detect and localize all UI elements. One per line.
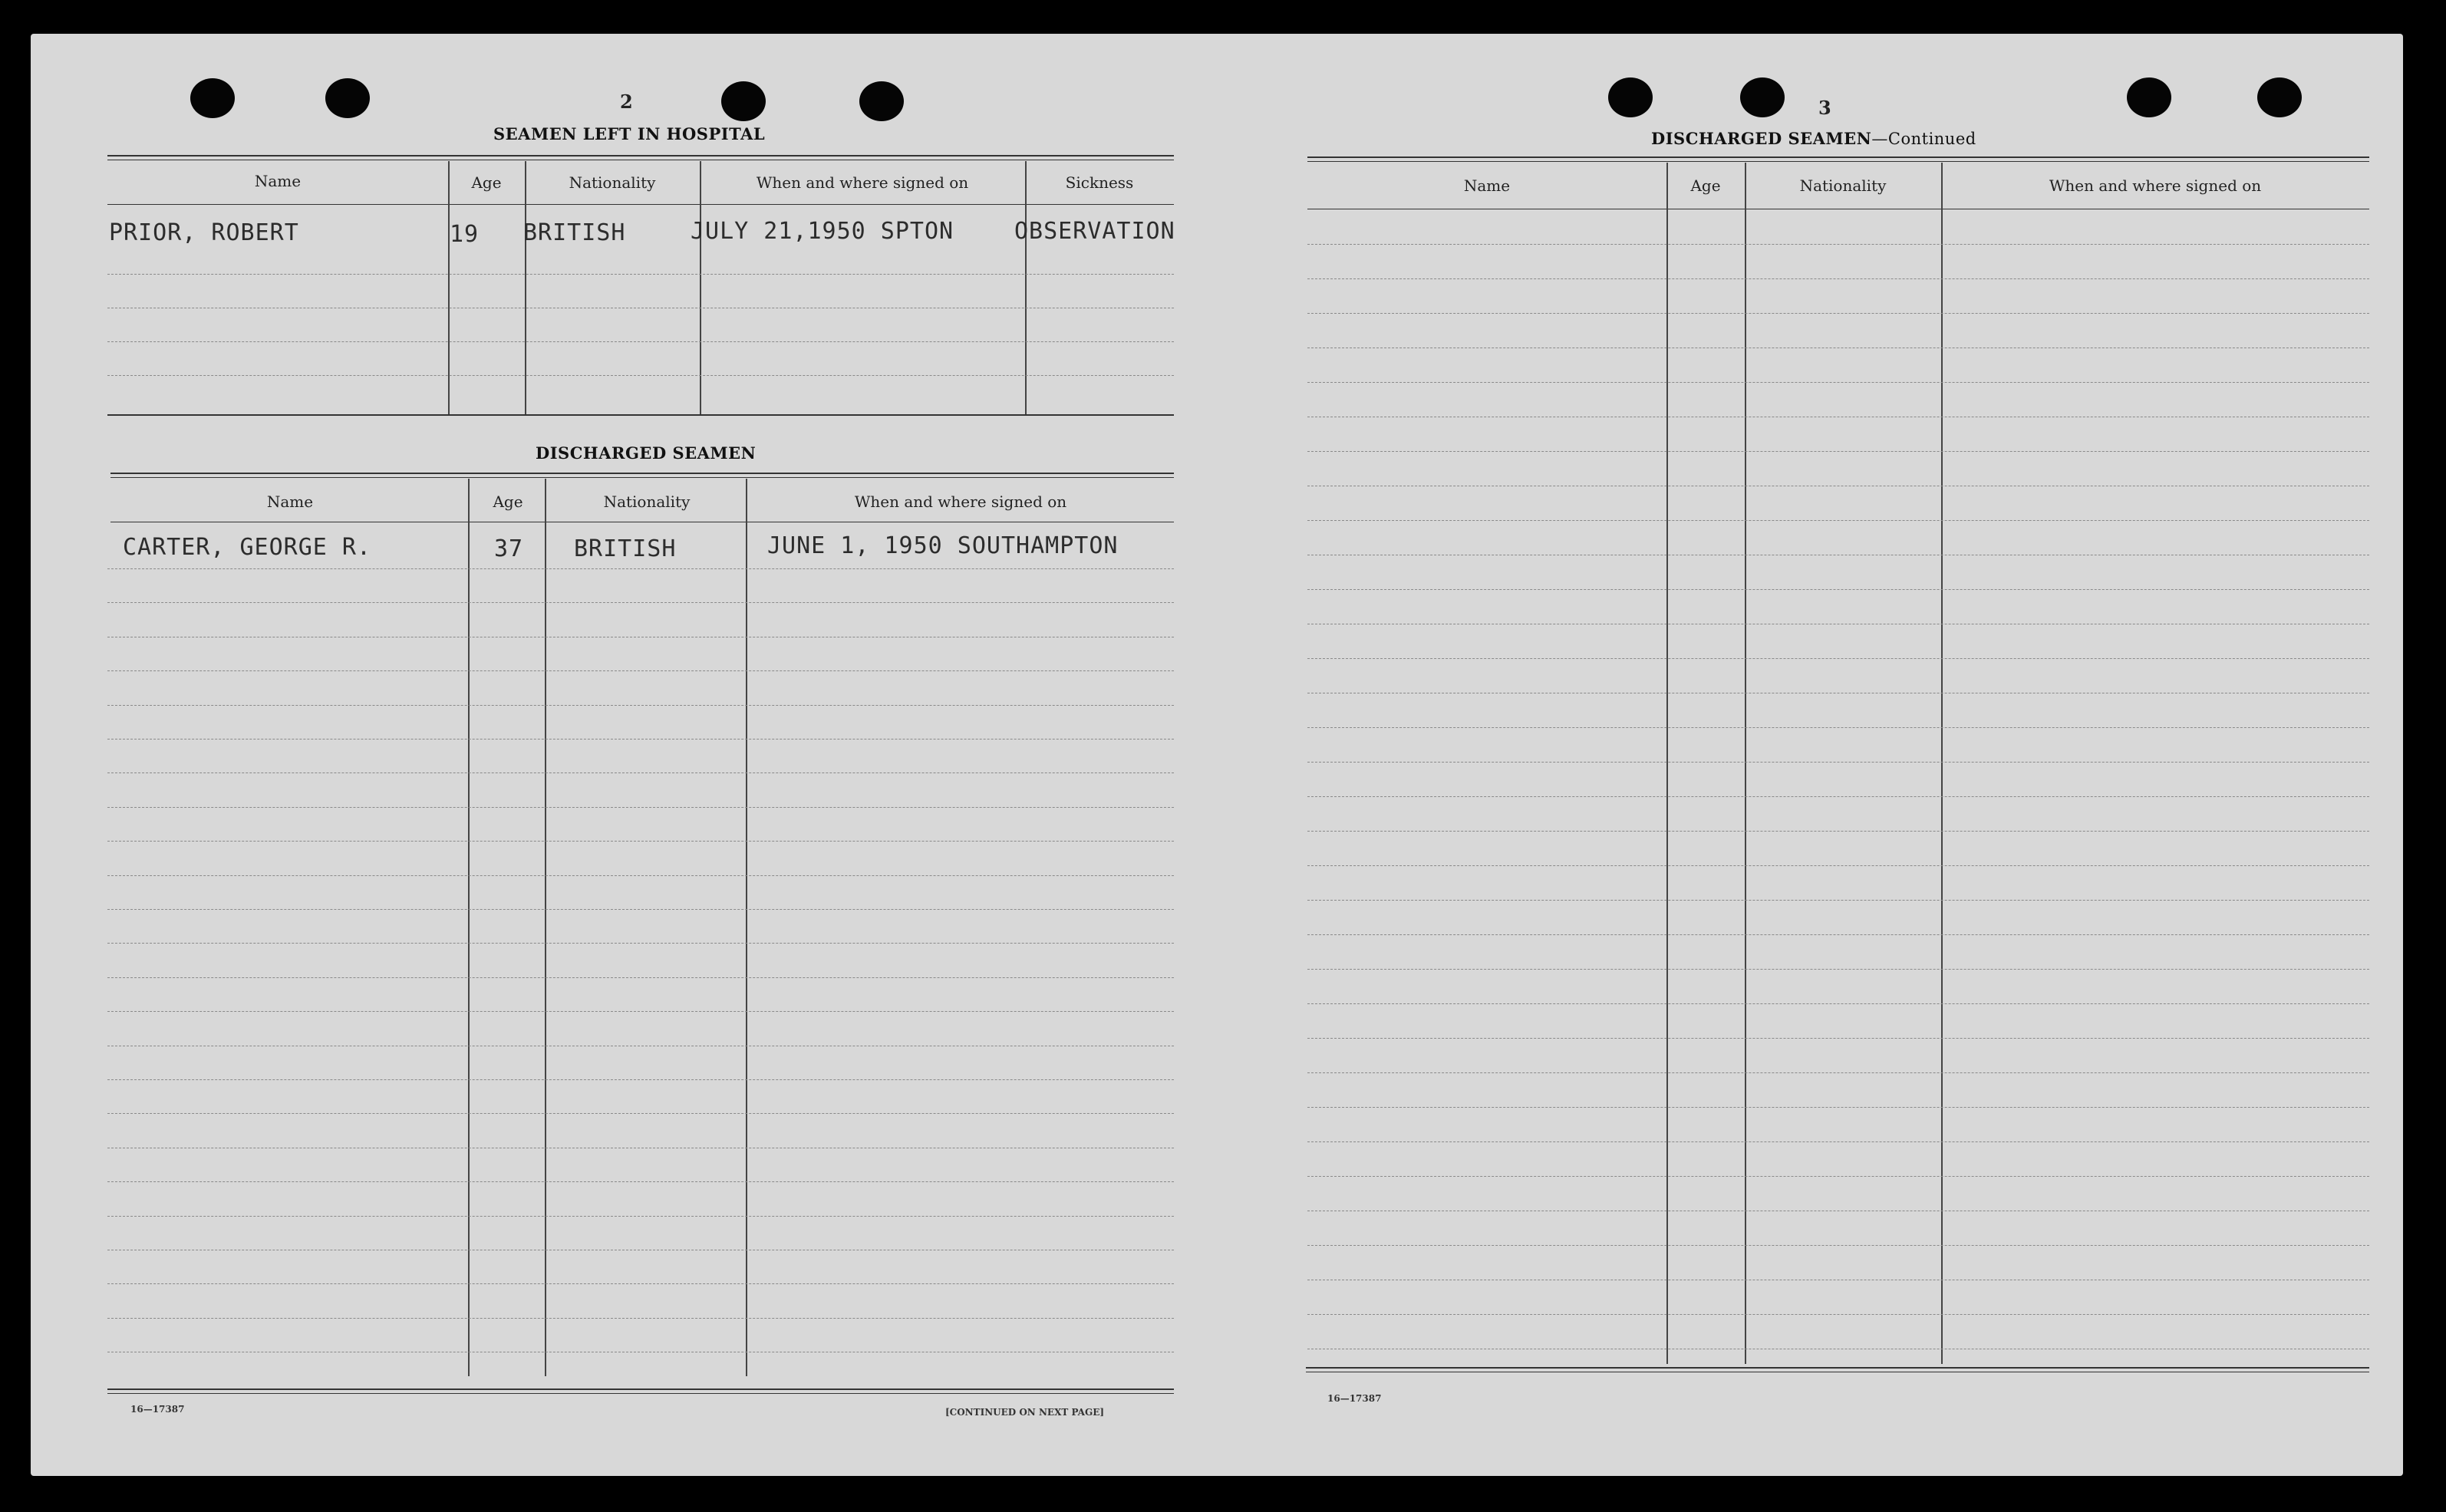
row-rule <box>1307 1245 2369 1246</box>
punch-hole <box>1608 77 1653 117</box>
row-rule <box>107 739 1174 740</box>
row-rule <box>107 1283 1174 1284</box>
row-rule <box>1307 520 2369 521</box>
row-rule <box>1307 934 2369 935</box>
punch-hole <box>2257 77 2302 117</box>
row-rule <box>107 602 1174 603</box>
col-header-age: Age <box>493 492 523 511</box>
col-header-signed-on: When and where signed on <box>2049 176 2262 195</box>
row-rule <box>107 568 1174 569</box>
row-rule <box>107 1318 1174 1319</box>
page-number: 3 <box>1818 97 1831 119</box>
row-rule <box>1307 313 2369 314</box>
hospital-nationality: BRITISH <box>523 219 626 246</box>
hospital-name: PRIOR, ROBERT <box>109 219 299 246</box>
row-rule <box>107 841 1174 842</box>
row-rule <box>1307 589 2369 590</box>
discharged-continued-title <box>1651 129 1976 148</box>
row-rule <box>1307 451 2369 452</box>
row-rule <box>1307 1038 2369 1039</box>
row-rule <box>1307 278 2369 279</box>
row-rule <box>107 1181 1174 1182</box>
row-rule <box>107 1079 1174 1080</box>
row-rule <box>107 977 1174 978</box>
row-rule <box>1307 762 2369 763</box>
row-rule <box>1307 1003 2369 1004</box>
col-header-age: Age <box>1690 176 1721 195</box>
col-header-nationality: Nationality <box>1799 176 1887 195</box>
col-header-nationality: Nationality <box>569 173 656 192</box>
row-rule <box>107 670 1174 671</box>
row-rule <box>1307 382 2369 383</box>
col-header-sickness: Sickness <box>1065 173 1134 192</box>
punch-hole <box>859 81 904 121</box>
discharged-name: CARTER, GEORGE R. <box>123 534 372 561</box>
row-rule <box>1307 796 2369 797</box>
row-rule <box>1307 1072 2369 1073</box>
row-rule <box>1307 1314 2369 1315</box>
punch-hole <box>1740 77 1785 117</box>
row-rule <box>107 705 1174 706</box>
col-header-name: Name <box>1463 176 1511 195</box>
punch-hole <box>190 78 235 118</box>
col-header-name: Name <box>254 172 302 190</box>
punch-hole <box>325 78 370 118</box>
title-suffix: —Continued <box>1871 130 1976 148</box>
row-rule <box>1307 831 2369 832</box>
hospital-sickness: OBSERVATION <box>1014 218 1175 245</box>
col-header-age: Age <box>471 173 502 192</box>
row-rule <box>107 1113 1174 1114</box>
row-rule <box>1307 969 2369 970</box>
row-rule <box>1307 658 2369 659</box>
row-rule <box>1307 865 2369 866</box>
discharged-age: 37 <box>494 535 524 562</box>
col-header-signed-on: When and where signed on <box>854 492 1067 511</box>
row-rule <box>107 772 1174 773</box>
discharged-signed-on: JUNE 1, 1950 SOUTHAMPTON <box>767 532 1119 559</box>
punch-hole <box>2127 77 2171 117</box>
row-rule <box>107 1011 1174 1012</box>
col-header-signed-on: When and where signed on <box>756 173 969 192</box>
discharged-nationality: BRITISH <box>574 535 677 562</box>
row-rule <box>1307 727 2369 728</box>
row-rule <box>1307 1176 2369 1177</box>
form-number: 16—17387 <box>1327 1393 1382 1404</box>
row-rule <box>107 807 1174 808</box>
col-header-nationality: Nationality <box>603 492 691 511</box>
title-text: DISCHARGED SEAMEN <box>1651 129 1872 148</box>
row-rule <box>107 1216 1174 1217</box>
punch-hole <box>721 81 766 121</box>
row-rule <box>107 909 1174 910</box>
row-rule <box>1307 1141 2369 1142</box>
continued-note: [CONTINUED ON NEXT PAGE] <box>945 1407 1105 1418</box>
form-number: 16—17387 <box>130 1404 185 1415</box>
row-rule <box>1307 244 2369 245</box>
discharged-section-title: DISCHARGED SEAMEN <box>536 443 757 463</box>
row-rule <box>1307 1107 2369 1108</box>
row-rule <box>1307 900 2369 901</box>
hospital-age: 19 <box>450 221 480 248</box>
row-rule <box>107 943 1174 944</box>
ledger-sheet <box>31 34 2403 1476</box>
row-rule <box>107 875 1174 876</box>
hospital-section-title: SEAMEN LEFT IN HOSPITAL <box>493 124 766 143</box>
page-number: 2 <box>620 91 633 113</box>
col-header-name: Name <box>266 492 314 511</box>
hospital-signed-on: JULY 21,1950 SPTON <box>691 218 954 245</box>
